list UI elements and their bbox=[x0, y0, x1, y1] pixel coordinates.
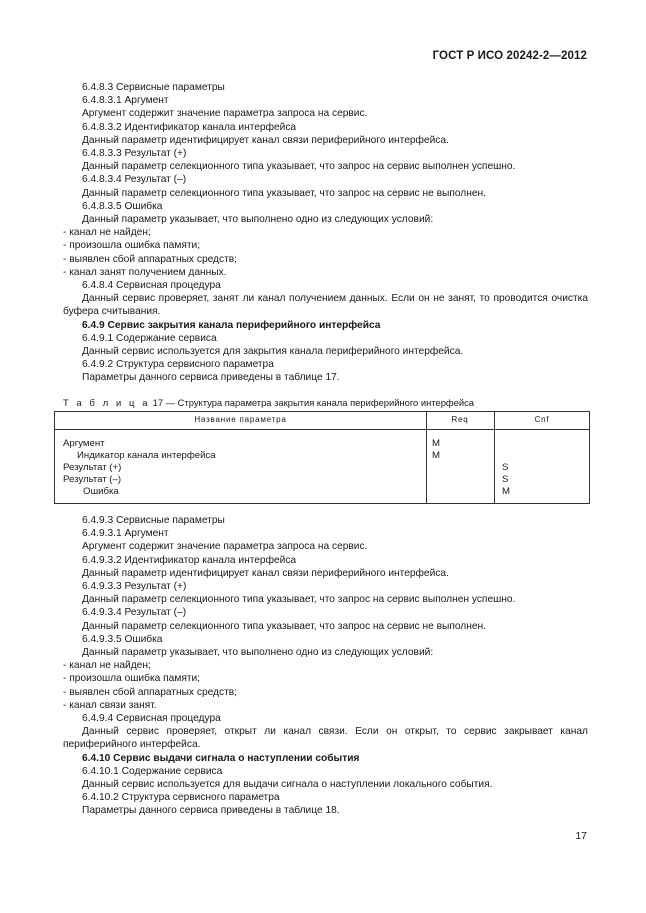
heading-6-4-9-1: 6.4.9.1 Содержание сервиса bbox=[82, 332, 217, 344]
list-item: - произошла ошибка памяти; bbox=[63, 673, 201, 685]
paragraph: Аргумент содержит значение параметра запроса на сервис. bbox=[82, 108, 368, 120]
row-cnf-result-plus: S bbox=[502, 462, 509, 473]
table-caption-prefix: Т а б л и ц а bbox=[63, 397, 151, 408]
heading-6-4-8-3-3: 6.4.8.3.3 Результат (+) bbox=[82, 148, 187, 160]
paragraph: Аргумент содержит значение параметра запроса на сервис. bbox=[82, 541, 368, 553]
row-req-channel-indicator: M bbox=[432, 450, 440, 461]
heading-6-4-9-3-5: 6.4.9.3.5 Ошибка bbox=[82, 633, 163, 645]
page-number: 17 bbox=[575, 830, 587, 842]
heading-6-4-9-3: 6.4.9.3 Сервисные параметры bbox=[82, 515, 225, 526]
list-item: - канал связи занят. bbox=[63, 699, 157, 711]
heading-6-4-9-2: 6.4.9.2 Структура сервисного параметра bbox=[82, 359, 274, 371]
paragraph: Данный сервис используется для закрытия канала периферийного интерфейса. bbox=[82, 346, 464, 358]
document-code: ГОСТ Р ИСО 20242-2—2012 bbox=[432, 50, 587, 62]
paragraph: Данный сервис проверяет, занят ли канал получением данных. Если он не занят, то проводится очистка буфера считывания. bbox=[63, 293, 588, 318]
list-item: - произошла ошибка памяти; bbox=[63, 240, 201, 252]
list-item: - канал не найден; bbox=[63, 227, 151, 239]
paragraph: Данный параметр указывает, что выполнено одно из следующих условий: bbox=[82, 647, 434, 659]
heading-6-4-9-3-3: 6.4.9.3.3 Результат (+) bbox=[82, 581, 187, 593]
paragraph: Данный параметр указывает, что выполнено одно из следующих условий: bbox=[82, 214, 434, 226]
paragraph: Параметры данного сервиса приведены в таблице 18. bbox=[82, 805, 340, 817]
paragraph: Данный сервис используется для выдачи сигнала о наступлении локального события. bbox=[82, 779, 493, 791]
header-req: Req bbox=[451, 415, 469, 424]
heading-6-4-8-3-5: 6.4.8.3.5 Ошибка bbox=[82, 200, 163, 212]
paragraph: Данный параметр селекционного типа указывает, что запрос на сервис не выполнен. bbox=[82, 187, 486, 199]
row-name-argument: Аргумент bbox=[63, 438, 105, 449]
paragraph: Данный параметр идентифицирует канал связи периферийного интерфейса. bbox=[82, 567, 449, 579]
row-name-error: Ошибка bbox=[83, 486, 119, 497]
heading-6-4-9-3-1: 6.4.9.3.1 Аргумент bbox=[82, 528, 169, 540]
paragraph: Данный параметр селекционного типа указывает, что запрос на сервис выполнен успешно. bbox=[82, 594, 516, 606]
list-item: - канал не найден; bbox=[63, 660, 151, 672]
paragraph: Данный параметр селекционного типа указывает, что запрос на сервис выполнен успешно. bbox=[82, 161, 516, 173]
heading-6-4-8-3: 6.4.8.3 Сервисные параметры bbox=[82, 82, 225, 93]
column-divider bbox=[426, 412, 427, 503]
paragraph: Данный сервис проверяет, открыт ли канал связи. Если он открыт, то сервис закрывает канал периферийного интерфейса. bbox=[63, 726, 588, 751]
heading-6-4-8-3-2: 6.4.8.3.2 Идентификатор канала интерфейса bbox=[82, 121, 297, 133]
top-text-block bbox=[63, 81, 588, 385]
row-cnf-error: M bbox=[502, 486, 510, 497]
row-name-result-minus: Результат (–) bbox=[63, 474, 122, 485]
bottom-text-block bbox=[63, 514, 588, 818]
paragraph: Параметры данного сервиса приведены в таблице 17. bbox=[82, 372, 340, 384]
parameter-table bbox=[54, 411, 590, 504]
header-cnf: Cnf bbox=[534, 415, 550, 424]
heading-6-4-10-1: 6.4.10.1 Содержание сервиса bbox=[82, 765, 223, 777]
heading-6-4-8-3-1: 6.4.8.3.1 Аргумент bbox=[82, 95, 169, 107]
list-item: - канал занят получением данных. bbox=[63, 266, 227, 278]
row-name-channel-indicator: Индикатор канала интерфейса bbox=[77, 450, 216, 461]
row-req-argument: M bbox=[432, 438, 440, 449]
heading-6-4-9-3-2: 6.4.9.3.2 Идентификатор канала интерфейса bbox=[82, 554, 297, 566]
row-cnf-result-minus: S bbox=[502, 474, 509, 485]
paragraph: Данный параметр идентифицирует канал связи периферийного интерфейса. bbox=[82, 134, 449, 146]
heading-6-4-8-4: 6.4.8.4 Сервисная процедура bbox=[82, 280, 221, 292]
heading-6-4-9-4: 6.4.9.4 Сервисная процедура bbox=[82, 713, 221, 725]
paragraph: Данный параметр селекционного типа указывает, что запрос на сервис не выполнен. bbox=[82, 620, 486, 632]
header-parameter-name: Название параметра bbox=[194, 415, 287, 424]
section-heading-6-4-9: 6.4.9 Сервис закрытия канала периферийного интерфейса bbox=[82, 319, 381, 331]
row-name-result-plus: Результат (+) bbox=[63, 462, 122, 473]
table-caption bbox=[63, 397, 474, 408]
list-item: - выявлен сбой аппаратных средств; bbox=[63, 686, 237, 698]
heading-6-4-10-2: 6.4.10.2 Структура сервисного параметра bbox=[82, 792, 280, 804]
table-caption-text: 17 — Структура параметра закрытия канала периферийного интерфейса bbox=[150, 397, 474, 408]
section-heading-6-4-10: 6.4.10 Сервис выдачи сигнала о наступлении события bbox=[82, 752, 360, 764]
heading-6-4-8-3-4: 6.4.8.3.4 Результат (–) bbox=[82, 174, 187, 186]
heading-6-4-9-3-4: 6.4.9.3.4 Результат (–) bbox=[82, 607, 187, 619]
list-item: - выявлен сбой аппаратных средств; bbox=[63, 253, 237, 265]
column-divider bbox=[494, 412, 495, 503]
